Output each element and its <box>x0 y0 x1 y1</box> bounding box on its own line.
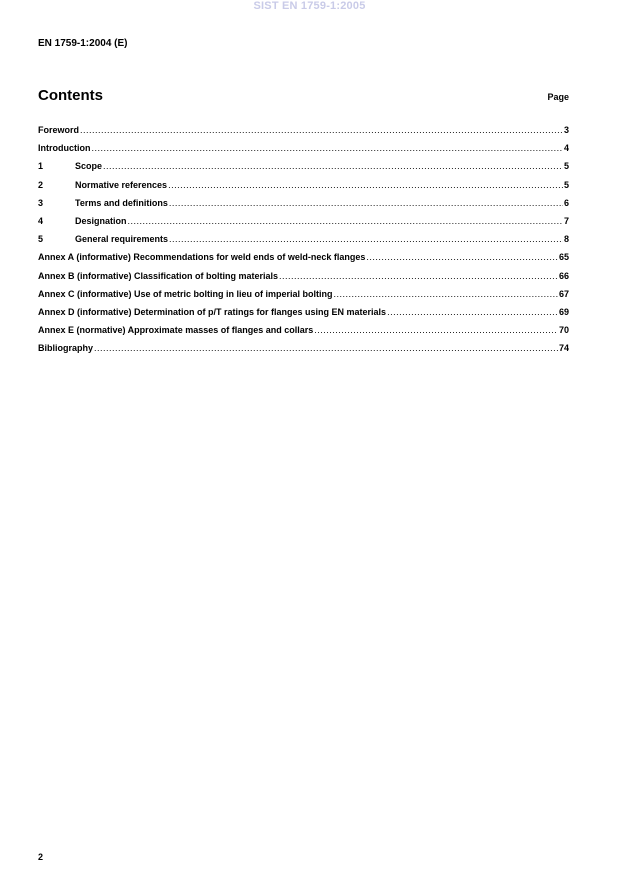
dot-leader <box>94 343 558 353</box>
toc-entry-designation[interactable] <box>38 216 569 234</box>
toc-page: 70 <box>558 325 569 336</box>
toc-entry-annex-a[interactable] <box>38 252 569 270</box>
toc-entry-annex-e[interactable] <box>38 325 569 343</box>
toc-title: Annex C (informative) Use of metric bolting in lieu of imperial bolting <box>38 288 333 299</box>
toc-page: 5 <box>563 161 569 172</box>
toc-page: 5 <box>563 179 569 190</box>
toc-title: General requirements <box>75 234 169 245</box>
watermark: SIST EN 1759-1:2005 <box>253 0 366 12</box>
toc-number: 1 <box>38 161 44 172</box>
toc-number: 4 <box>38 215 44 226</box>
toc-entry-general-requirements[interactable] <box>38 234 569 252</box>
toc-page: 7 <box>563 215 569 226</box>
toc-entry-annex-d[interactable] <box>38 307 569 325</box>
toc-page: 6 <box>563 197 569 208</box>
dot-leader <box>169 198 563 208</box>
toc-number: 2 <box>38 179 44 190</box>
toc-entry-bibliography[interactable] <box>38 343 569 361</box>
toc-title: Foreword <box>38 125 80 135</box>
dot-leader <box>168 180 563 190</box>
toc-entry-scope[interactable] <box>38 161 569 179</box>
toc-page: 3 <box>563 125 569 135</box>
toc-entry-annex-b[interactable] <box>38 271 569 289</box>
dot-leader <box>103 161 563 171</box>
toc-title: Annex B (informative) Classification of bolting materials <box>38 270 279 281</box>
toc-title: Annex A (informative) Recommendations for weld ends of weld-neck flanges <box>38 252 366 263</box>
toc-page: 65 <box>558 252 569 263</box>
dot-leader <box>387 307 558 317</box>
toc-title: Annex E (normative) Approximate masses of flanges and collars <box>38 325 314 336</box>
toc-title: Designation <box>75 215 127 226</box>
toc-entry-introduction[interactable] <box>38 143 569 161</box>
toc-title: Annex D (informative) Determination of p/T ratings for flanges using EN materials <box>38 306 387 317</box>
page-column-label: Page <box>547 92 569 102</box>
dot-leader <box>80 125 563 135</box>
toc-title: Terms and definitions <box>75 197 168 208</box>
dot-leader <box>92 143 563 153</box>
toc-entry-normative-references[interactable] <box>38 180 569 198</box>
toc-title: Scope <box>75 161 103 172</box>
dot-leader <box>334 289 558 299</box>
toc-title: Bibliography <box>38 343 94 354</box>
toc-entry-annex-c[interactable] <box>38 289 569 307</box>
page-number: 2 <box>38 852 44 862</box>
toc-page: 66 <box>558 270 569 281</box>
toc-page: 8 <box>563 234 569 245</box>
toc-entry-terms-and-definitions[interactable] <box>38 198 569 216</box>
contents-heading: Contents <box>38 87 103 104</box>
dot-leader <box>279 271 558 281</box>
toc-number: 5 <box>38 234 44 245</box>
document-id: EN 1759-1:2004 (E) <box>38 38 128 49</box>
toc-page: 4 <box>563 143 569 154</box>
toc-page: 67 <box>558 288 569 299</box>
dot-leader <box>169 234 563 244</box>
toc-title: Normative references <box>75 179 168 190</box>
toc-page: 74 <box>558 343 569 354</box>
toc-title: Introduction <box>38 143 91 154</box>
dot-leader <box>314 325 558 335</box>
toc-page: 69 <box>558 306 569 317</box>
toc-entry-foreword[interactable] <box>38 125 569 143</box>
dot-leader <box>128 216 563 226</box>
toc-number: 3 <box>38 197 44 208</box>
dot-leader <box>366 252 558 262</box>
table-of-contents <box>38 125 569 361</box>
